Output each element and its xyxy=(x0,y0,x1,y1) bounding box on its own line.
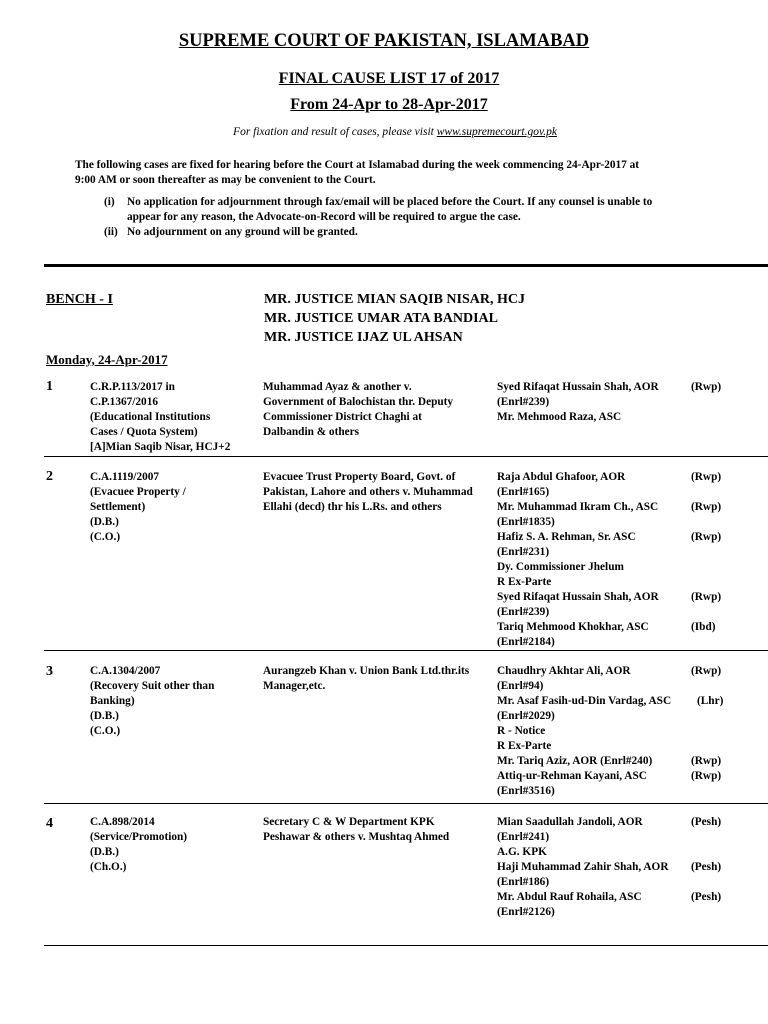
case-divider xyxy=(44,945,768,946)
counsel-station: (Lhr) xyxy=(697,695,724,707)
counsel-name: (Enrl#3516) xyxy=(497,785,555,797)
case-number xyxy=(90,664,255,739)
counsel-station: (Ibd) xyxy=(691,621,716,633)
counsel-name: (Enrl#2029) xyxy=(497,710,555,722)
case-title-line: Pakistan, Lahore and others v. Muhammad xyxy=(263,486,473,498)
case-title-line: Peshawar & others v. Mushtaq Ahmed xyxy=(263,831,450,843)
counsel-name: (Enrl#231) xyxy=(497,546,550,558)
case-title-line: Secretary C & W Department KPK xyxy=(263,816,435,828)
counsel-name: Mian Saadullah Jandoli, AOR xyxy=(497,816,643,828)
counsel-station: (Rwp) xyxy=(691,591,722,603)
counsel-name: (Enrl#239) xyxy=(497,396,550,408)
counsel-station: (Rwp) xyxy=(691,531,722,543)
counsel-name: Mr. Asaf Fasih-ud-Din Vardag, ASC xyxy=(497,695,672,707)
counsel-name: R Ex-Parte xyxy=(497,576,552,588)
counsel-station: (Rwp) xyxy=(691,501,722,513)
counsel-station: (Rwp) xyxy=(691,755,722,767)
intro-line: 9:00 AM or soon thereafter as may be convenient to the Court. xyxy=(75,174,376,186)
visit-note xyxy=(0,126,768,138)
case-number-line: Banking) xyxy=(90,695,135,707)
condition-line: No adjournment on any ground will be granted. xyxy=(127,226,358,238)
case-title xyxy=(263,815,499,845)
counsel-name: Haji Muhammad Zahir Shah, AOR xyxy=(497,861,669,873)
case-number-line: C.R.P.113/2017 in xyxy=(90,381,175,393)
counsel-name: (Enrl#2184) xyxy=(497,636,555,648)
counsel-name: Attiq-ur-Rehman Kayani, ASC xyxy=(497,770,647,782)
condition-line: No application for adjournment through fax/email will be placed before the Court. If any counsel is unable to xyxy=(127,196,653,208)
case-number-line: Cases / Quota System) xyxy=(90,426,198,438)
case-number-line: (Service/Promotion) xyxy=(90,831,188,843)
case-title xyxy=(263,664,499,694)
case-number xyxy=(90,470,255,545)
case-title-line: Manager,etc. xyxy=(263,680,326,692)
counsel-name: Dy. Commissioner Jhelum xyxy=(497,561,624,573)
visit-prefix: For fixation and result of cases, please visit xyxy=(233,126,437,138)
counsel-station: (Pesh) xyxy=(691,861,722,873)
case-title-line: Aurangzeb Khan v. Union Bank Ltd.thr.its xyxy=(263,665,470,677)
counsel-station: (Rwp) xyxy=(691,471,722,483)
case-number-line: (D.B.) xyxy=(90,710,119,722)
case-number xyxy=(90,380,255,455)
judge-name: MR. JUSTICE UMAR ATA BANDIAL xyxy=(264,311,499,326)
counsel-station: (Pesh) xyxy=(691,891,722,903)
counsel-name: Hafiz S. A. Rehman, Sr. ASC xyxy=(497,531,636,543)
cause-list-title: FINAL CAUSE LIST 17 of 2017 xyxy=(278,70,500,87)
station-list xyxy=(691,815,731,905)
website-link[interactable]: www.supremecourt.gov.pk xyxy=(436,126,557,138)
condition-line: appear for any reason, the Advocate-on-Record will be required to argue the case. xyxy=(127,211,521,223)
case-serial: 3 xyxy=(46,664,53,679)
case-number-line: (C.O.) xyxy=(90,725,121,737)
case-serial: 1 xyxy=(46,379,53,394)
counsel-name: (Enrl#165) xyxy=(497,486,550,498)
case-title-line: Ellahi (decd) thr his L.Rs. and others xyxy=(263,501,442,513)
counsel-name: Chaudhry Akhtar Ali, AOR xyxy=(497,665,631,677)
counsel-name: R - Notice xyxy=(497,725,546,737)
bench-label: BENCH - I xyxy=(46,292,113,307)
case-title xyxy=(263,380,499,440)
station-list xyxy=(691,470,731,635)
counsel-station: (Rwp) xyxy=(691,770,722,782)
case-serial: 4 xyxy=(46,816,53,831)
counsel-station: (Rwp) xyxy=(691,665,722,677)
counsel-name: Tariq Mehmood Khokhar, ASC xyxy=(497,621,649,633)
case-title-line: Commissioner District Chaghi at xyxy=(263,411,422,423)
case-number-line: (Educational Institutions xyxy=(90,411,211,423)
counsel-name: (Enrl#2126) xyxy=(497,906,555,918)
case-serial: 2 xyxy=(46,469,53,484)
hearing-day: Monday, 24-Apr-2017 xyxy=(46,352,168,367)
case-number-line: Settlement) xyxy=(90,501,146,513)
case-divider xyxy=(44,650,768,651)
case-number xyxy=(90,815,255,875)
intro-line: The following cases are fixed for hearing before the Court at Islamabad during the week commencing 24-Apr-2017 at xyxy=(75,159,640,171)
intro-paragraph xyxy=(75,158,725,188)
counsel-name: A.G. KPK xyxy=(497,846,547,858)
case-number-line: (D.B.) xyxy=(90,846,119,858)
counsel-station: (Pesh) xyxy=(691,816,722,828)
counsel-list xyxy=(497,664,697,799)
case-divider xyxy=(44,803,768,804)
case-number-line: (Evacuee Property / xyxy=(90,486,186,498)
case-title-line: Evacuee Trust Property Board, Govt. of xyxy=(263,471,456,483)
station-list xyxy=(691,380,731,395)
condition-1 xyxy=(104,195,744,225)
case-number-line: (D.B.) xyxy=(90,516,119,528)
condition-number: (i) xyxy=(104,196,115,208)
station-list xyxy=(691,664,731,784)
case-number-line: C.A.1304/2007 xyxy=(90,665,161,677)
judge-name: MR. JUSTICE MIAN SAQIB NISAR, HCJ xyxy=(264,292,525,307)
case-number-line: C.P.1367/2016 xyxy=(90,396,158,408)
case-number-line: C.A.1119/2007 xyxy=(90,471,160,483)
counsel-name: Mr. Tariq Aziz, AOR (Enrl#240) xyxy=(497,755,653,767)
judge-name: MR. JUSTICE IJAZ UL AHSAN xyxy=(264,330,463,345)
counsel-name: Mr. Mehmood Raza, ASC xyxy=(497,411,622,423)
counsel-station: (Rwp) xyxy=(691,381,722,393)
condition-2 xyxy=(104,225,744,240)
counsel-name: (Enrl#241) xyxy=(497,831,550,843)
condition-number: (ii) xyxy=(104,226,118,238)
counsel-name: Syed Rifaqat Hussain Shah, AOR xyxy=(497,381,659,393)
court-name: SUPREME COURT OF PAKISTAN, ISLAMABAD xyxy=(178,31,590,51)
counsel-list xyxy=(497,380,697,425)
counsel-name: (Enrl#94) xyxy=(497,680,544,692)
counsel-name: (Enrl#186) xyxy=(497,876,550,888)
counsel-list xyxy=(497,470,697,650)
counsel-name: Mr. Muhammad Ikram Ch., ASC xyxy=(497,501,659,513)
case-number-line: C.A.898/2014 xyxy=(90,816,155,828)
case-divider xyxy=(44,456,768,457)
date-range: From 24-Apr to 28-Apr-2017 xyxy=(290,96,488,113)
case-title-line: Government of Balochistan thr. Deputy xyxy=(263,396,454,408)
counsel-name: R Ex-Parte xyxy=(497,740,552,752)
case-title-line: Muhammad Ayaz & another v. xyxy=(263,381,412,393)
case-title xyxy=(263,470,499,515)
counsel-name: (Enrl#1835) xyxy=(497,516,555,528)
header-divider xyxy=(44,264,768,267)
case-number-line: (Ch.O.) xyxy=(90,861,127,873)
case-number-line: (Recovery Suit other than xyxy=(90,680,215,692)
case-number-line: (C.O.) xyxy=(90,531,121,543)
counsel-name: Raja Abdul Ghafoor, AOR xyxy=(497,471,626,483)
counsel-list xyxy=(497,815,697,920)
counsel-name: (Enrl#239) xyxy=(497,606,550,618)
case-number-line: [A]Mian Saqib Nisar, HCJ+2 xyxy=(90,441,231,453)
counsel-name: Mr. Abdul Rauf Rohaila, ASC xyxy=(497,891,642,903)
counsel-name: Syed Rifaqat Hussain Shah, AOR xyxy=(497,591,659,603)
case-title-line: Dalbandin & others xyxy=(263,426,360,438)
